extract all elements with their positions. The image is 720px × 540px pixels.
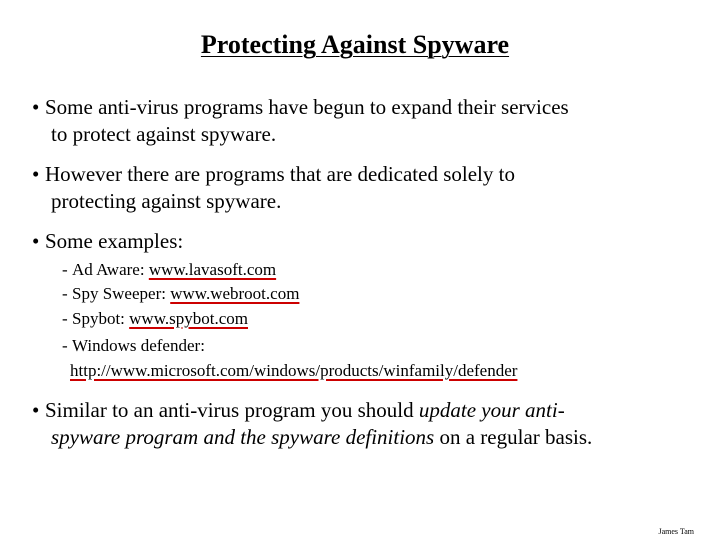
sub-marker: -	[62, 284, 68, 303]
bullet-text-italic: update your anti-	[418, 398, 565, 422]
bullet-some-examples	[32, 228, 692, 255]
example-link-microsoft-defender[interactable]: http://www.microsoft.com/windows/products/winfamily/defender	[70, 361, 518, 380]
bullet-marker: •	[32, 162, 40, 186]
example-label: Spy Sweeper:	[72, 284, 171, 303]
example-item-spy-sweeper	[62, 282, 662, 305]
example-link-lavasoft[interactable]: www.lavasoft.com	[148, 260, 277, 279]
sub-marker: -	[62, 309, 68, 328]
bullet-text-plain: on a regular basis.	[434, 425, 593, 449]
sub-marker: -	[62, 260, 68, 279]
bullet-marker: •	[32, 398, 40, 422]
bullet-marker: •	[32, 95, 40, 119]
bullet-text-line2: protecting against spyware.	[51, 189, 282, 213]
example-label: Spybot:	[72, 309, 130, 328]
bullet-text-line2: to protect against spyware.	[51, 122, 277, 146]
bullet-text-plain: Similar to an anti-virus program you should	[45, 398, 419, 422]
bullet-text-italic: spyware program and the spyware definitions	[51, 425, 435, 449]
bullet-text-line1: Some examples:	[45, 229, 184, 253]
bullet-dedicated-programs	[32, 161, 692, 215]
example-label: Windows defender:	[72, 336, 205, 355]
example-item-ad-aware	[62, 258, 662, 281]
bullet-update-definitions	[32, 397, 692, 451]
example-link-spybot[interactable]: www.spybot.com	[129, 309, 248, 328]
sub-marker: -	[62, 336, 68, 355]
slide-title: Protecting Against Spyware	[200, 30, 510, 59]
bullet-text-line1: However there are programs that are dedicated solely to	[45, 162, 515, 186]
example-label: Ad Aware:	[72, 260, 149, 279]
author-signature: James Tam	[658, 527, 694, 536]
bullet-marker: •	[32, 229, 40, 253]
example-link-webroot[interactable]: www.webroot.com	[170, 284, 300, 303]
bullet-anti-virus-services	[32, 94, 692, 148]
example-item-windows-defender	[62, 334, 662, 382]
bullet-text-line1: Some anti-virus programs have begun to expand their services	[45, 95, 569, 119]
example-item-spybot	[62, 307, 662, 330]
